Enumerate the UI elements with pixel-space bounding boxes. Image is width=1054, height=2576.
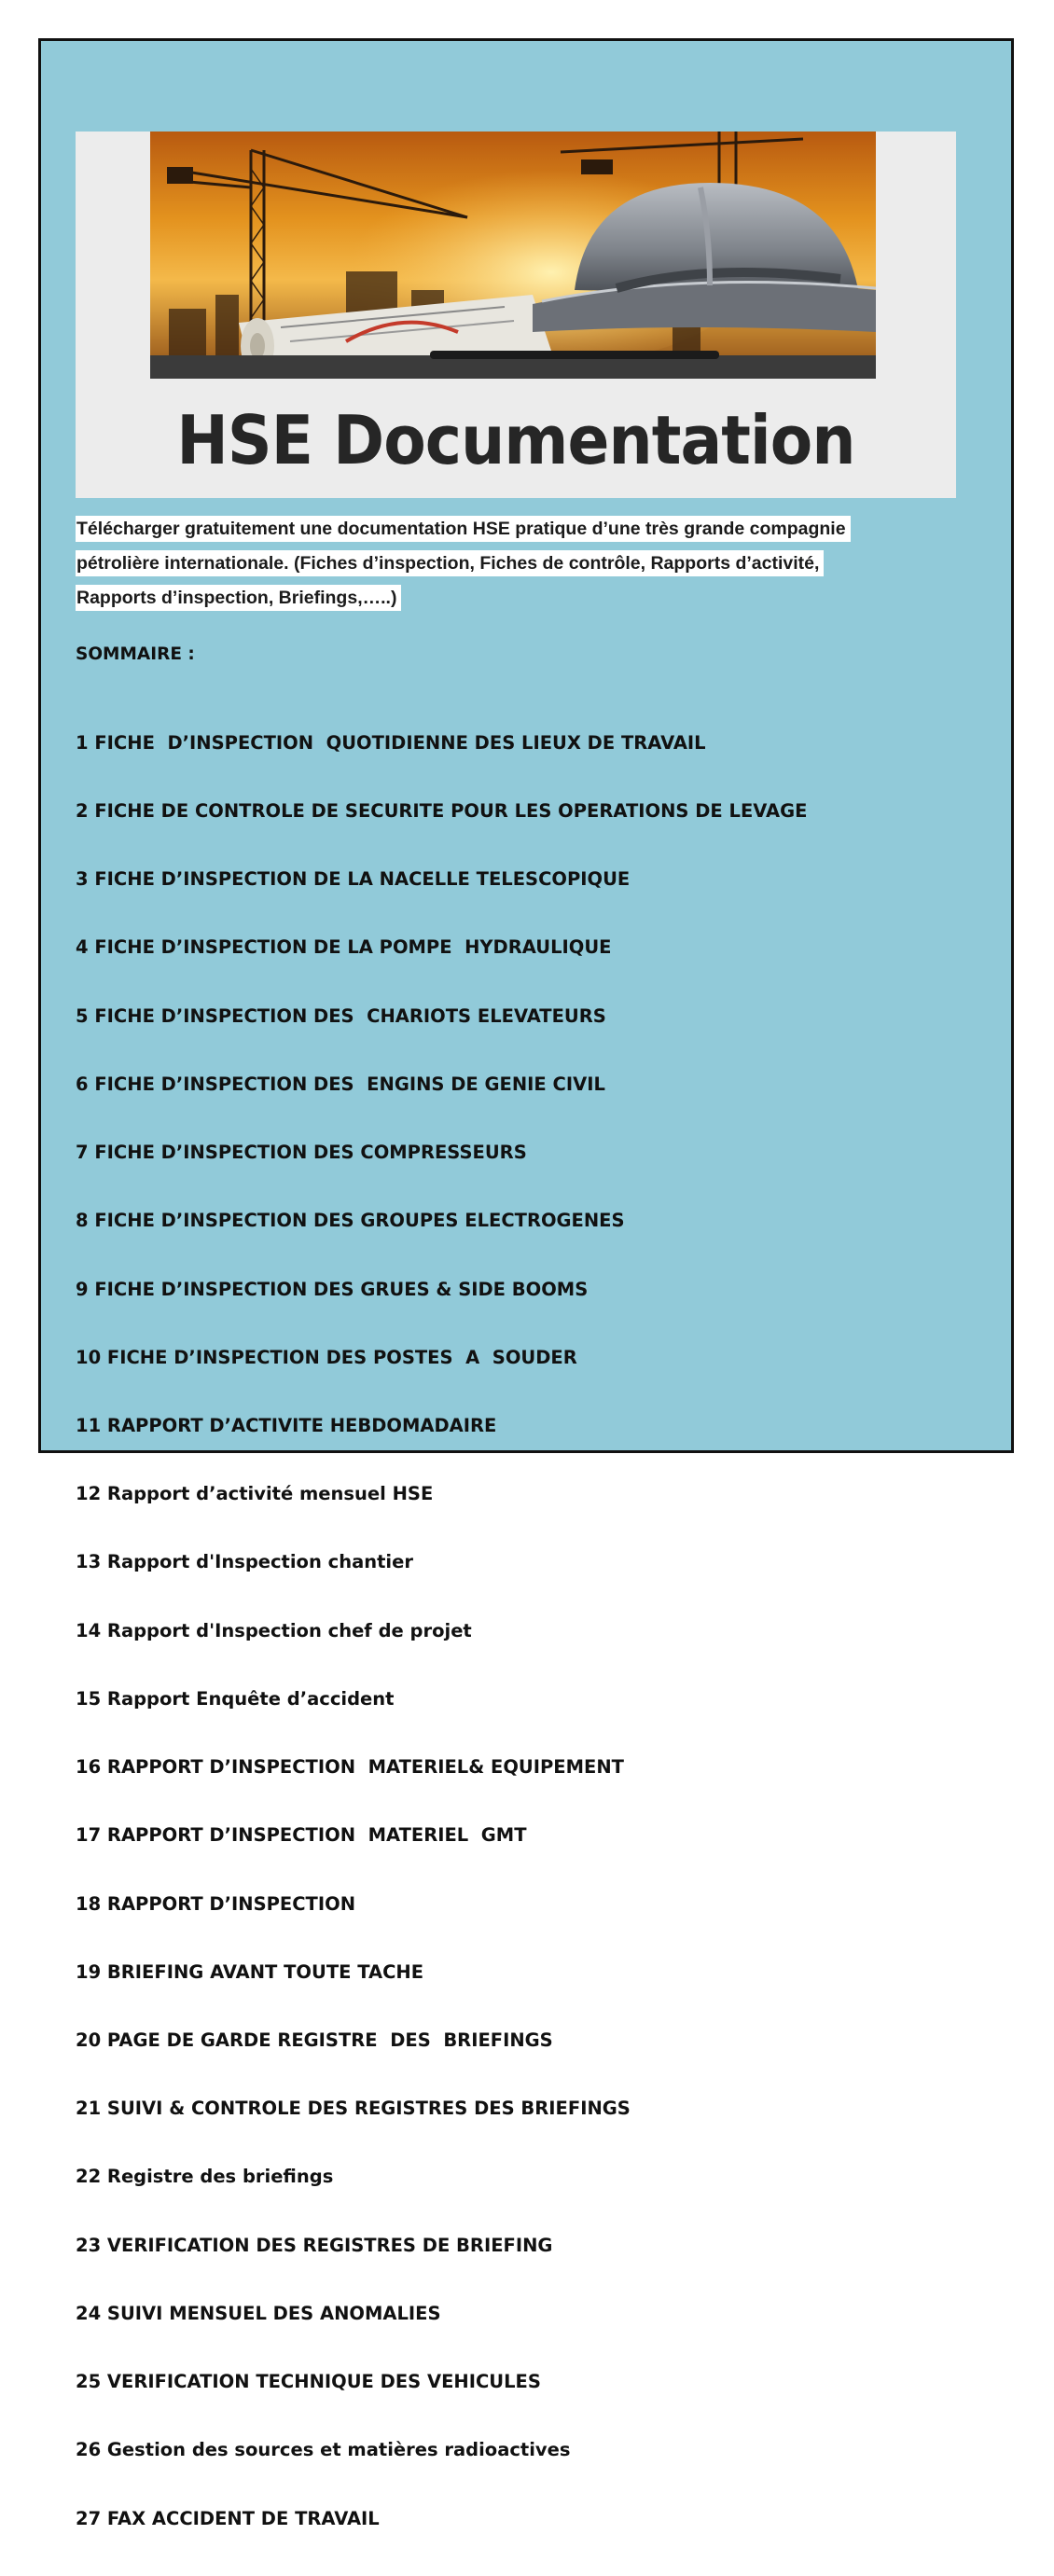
sommaire-list — [76, 686, 807, 2576]
toc-item: 9 FICHE D’INSPECTION DES GRUES & SIDE BOOMS — [76, 1278, 589, 1300]
toc-item: 8 FICHE D’INSPECTION DES GROUPES ELECTROGENES — [76, 1210, 625, 1232]
intro-line-1: Télécharger gratuitement une documentation HSE pratique d’une très grande compagnie — [76, 516, 851, 542]
banner-photo — [150, 132, 876, 379]
banner — [76, 132, 956, 498]
toc-item: 7 FICHE D’INSPECTION DES COMPRESSEURS — [76, 1142, 527, 1164]
toc-item: 22 Registre des briefings — [76, 2166, 334, 2188]
toc-item: 18 RAPPORT D’INSPECTION — [76, 1892, 356, 1915]
intro-line-3: Rapports d’inspection, Briefings,…..) — [76, 585, 401, 611]
toc-item: 15 Rapport Enquête d’accident — [76, 1687, 395, 1710]
toc-item: 23 VERIFICATION DES REGISTRES DE BRIEFING — [76, 2234, 553, 2256]
toc-item: 10 FICHE D’INSPECTION DES POSTES A SOUDER — [76, 1346, 577, 1368]
toc-item: 14 Rapport d'Inspection chef de projet — [76, 1619, 472, 1641]
intro-paragraph — [76, 512, 980, 616]
toc-item: 21 SUIVI & CONTROLE DES REGISTRES DES BRIEFINGS — [76, 2098, 631, 2120]
toc-item: 19 BRIEFING AVANT TOUTE TACHE — [76, 1960, 424, 1983]
toc-item: 1 FICHE D’INSPECTION QUOTIDIENNE DES LIEUX DE TRAVAIL — [76, 731, 706, 754]
toc-item: 12 Rapport d’activité mensuel HSE — [76, 1483, 434, 1505]
toc-item: 13 Rapport d'Inspection chantier — [76, 1551, 413, 1573]
toc-item: 25 VERIFICATION TECHNIQUE DES VEHICULES — [76, 2371, 541, 2393]
toc-item: 11 RAPPORT D’ACTIVITE HEBDOMADAIRE — [76, 1415, 497, 1436]
toc-item: 17 RAPPORT D’INSPECTION MATERIEL GMT — [76, 1824, 527, 1847]
intro-line-2: pétrolière internationale. (Fiches d’inspection, Fiches de contrôle, Rapports d’activité, — [76, 550, 824, 576]
toc-item: 4 FICHE D’INSPECTION DE LA POMPE HYDRAULIQUE — [76, 936, 612, 959]
toc-item: 3 FICHE D’INSPECTION DE LA NACELLE TELESCOPIQUE — [76, 868, 631, 891]
toc-item: 24 SUIVI MENSUEL DES ANOMALIES — [76, 2302, 441, 2324]
sommaire-heading: SOMMAIRE : — [76, 644, 195, 664]
toc-item: 5 FICHE D’INSPECTION DES CHARIOTS ELEVATEURS — [76, 1004, 606, 1027]
page-frame — [38, 38, 1014, 2529]
toc-item: 6 FICHE D’INSPECTION DES ENGINS DE GENIE CIVIL — [76, 1073, 605, 1095]
toc-item: 2 FICHE DE CONTROLE DE SECURITE POUR LES OPERATIONS DE LEVAGE — [76, 800, 808, 823]
banner-title: HSE Documentation — [176, 401, 855, 479]
toc-item: 27 FAX ACCIDENT DE TRAVAIL — [76, 2507, 380, 2529]
toc-item: 26 Gestion des sources et matières radioactives — [76, 2439, 571, 2461]
toc-item: 20 PAGE DE GARDE REGISTRE DES BRIEFINGS — [76, 2029, 553, 2051]
toc-item: 16 RAPPORT D’INSPECTION MATERIEL& EQUIPEMENT — [76, 1756, 624, 1779]
